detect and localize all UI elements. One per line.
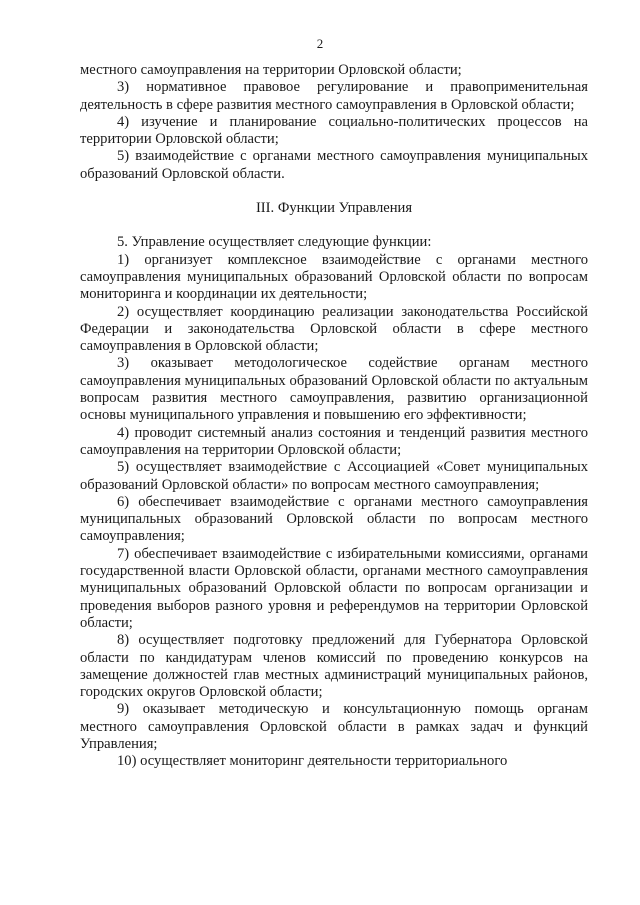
paragraph-item-4: 4) изучение и планирование социально-политических процессов на территории Орловской области; [80,113,588,148]
paragraph-continuation: местного самоуправления на территории Орловской области; [80,62,462,78]
document-body [80,62,588,771]
function-item-7: 7) обеспечивает взаимодействие с избирательными комиссиями, органами государственной власти Орловской области, органами местного самоуправления муниципальных образований Орловской области по вопросам организации и проведения выборов разного уровня и референдумов на территории Орловской области; [80,545,588,631]
function-item-5: 5) осуществляет взаимодействие с Ассоциацией «Совет муниципальных образований Орловской области» по вопросам местного самоуправления; [80,459,588,493]
section-heading: III. Функции Управления [255,200,413,217]
paragraph-item-3: 3) нормативное правовое регулирование и правоприменительная деятельность в сфере развития местного самоуправления в Орловской области; [80,79,588,113]
function-item-8: 8) осуществляет подготовку предложений для Губернатора Орловской области по кандидатурам членов комиссий по проведению конкурсов на замещение должностей глав местных администраций муниципальных районов, городских округов Орловской области; [80,632,588,701]
function-item-3: 3) оказывает методологическое содействие органам местного самоуправления муниципальных образований Орловской области по актуальным вопросам развития местного самоуправления, развитию организационной основы муниципального управления и повышению его эффективности; [80,355,588,424]
function-item-9: 9) оказывает методическую и консультационную помощь органам местного самоуправления Орловской области в рамках задач и функций Управления; [80,701,588,752]
function-item-1: 1) организует комплексное взаимодействие с органами местного самоуправления муниципальных образований Орловской области по вопросам мониторинга и координации их деятельности; [80,251,588,303]
function-item-6: 6) обеспечивает взаимодействие с органами местного самоуправления муниципальных образований Орловской области по вопросам местного самоуправления; [80,493,588,545]
function-item-2: 2) осуществляет координацию реализации законодательства Российской Федерации и законодательства Орловской области в сфере местного самоуправления в Орловской области; [80,303,588,355]
paragraph-item-5: 5) взаимодействие с органами местного самоуправления муниципальных образований Орловской области. [80,148,588,182]
functions-intro: 5. Управление осуществляет следующие функции: [117,234,432,251]
function-item-10: 10) осуществляет мониторинг деятельности территориального [117,753,508,770]
page-number: 2 [316,36,324,51]
function-item-4: 4) проводит системный анализ состояния и тенденций развития местного самоуправления на территории Орловской области; [80,424,588,458]
